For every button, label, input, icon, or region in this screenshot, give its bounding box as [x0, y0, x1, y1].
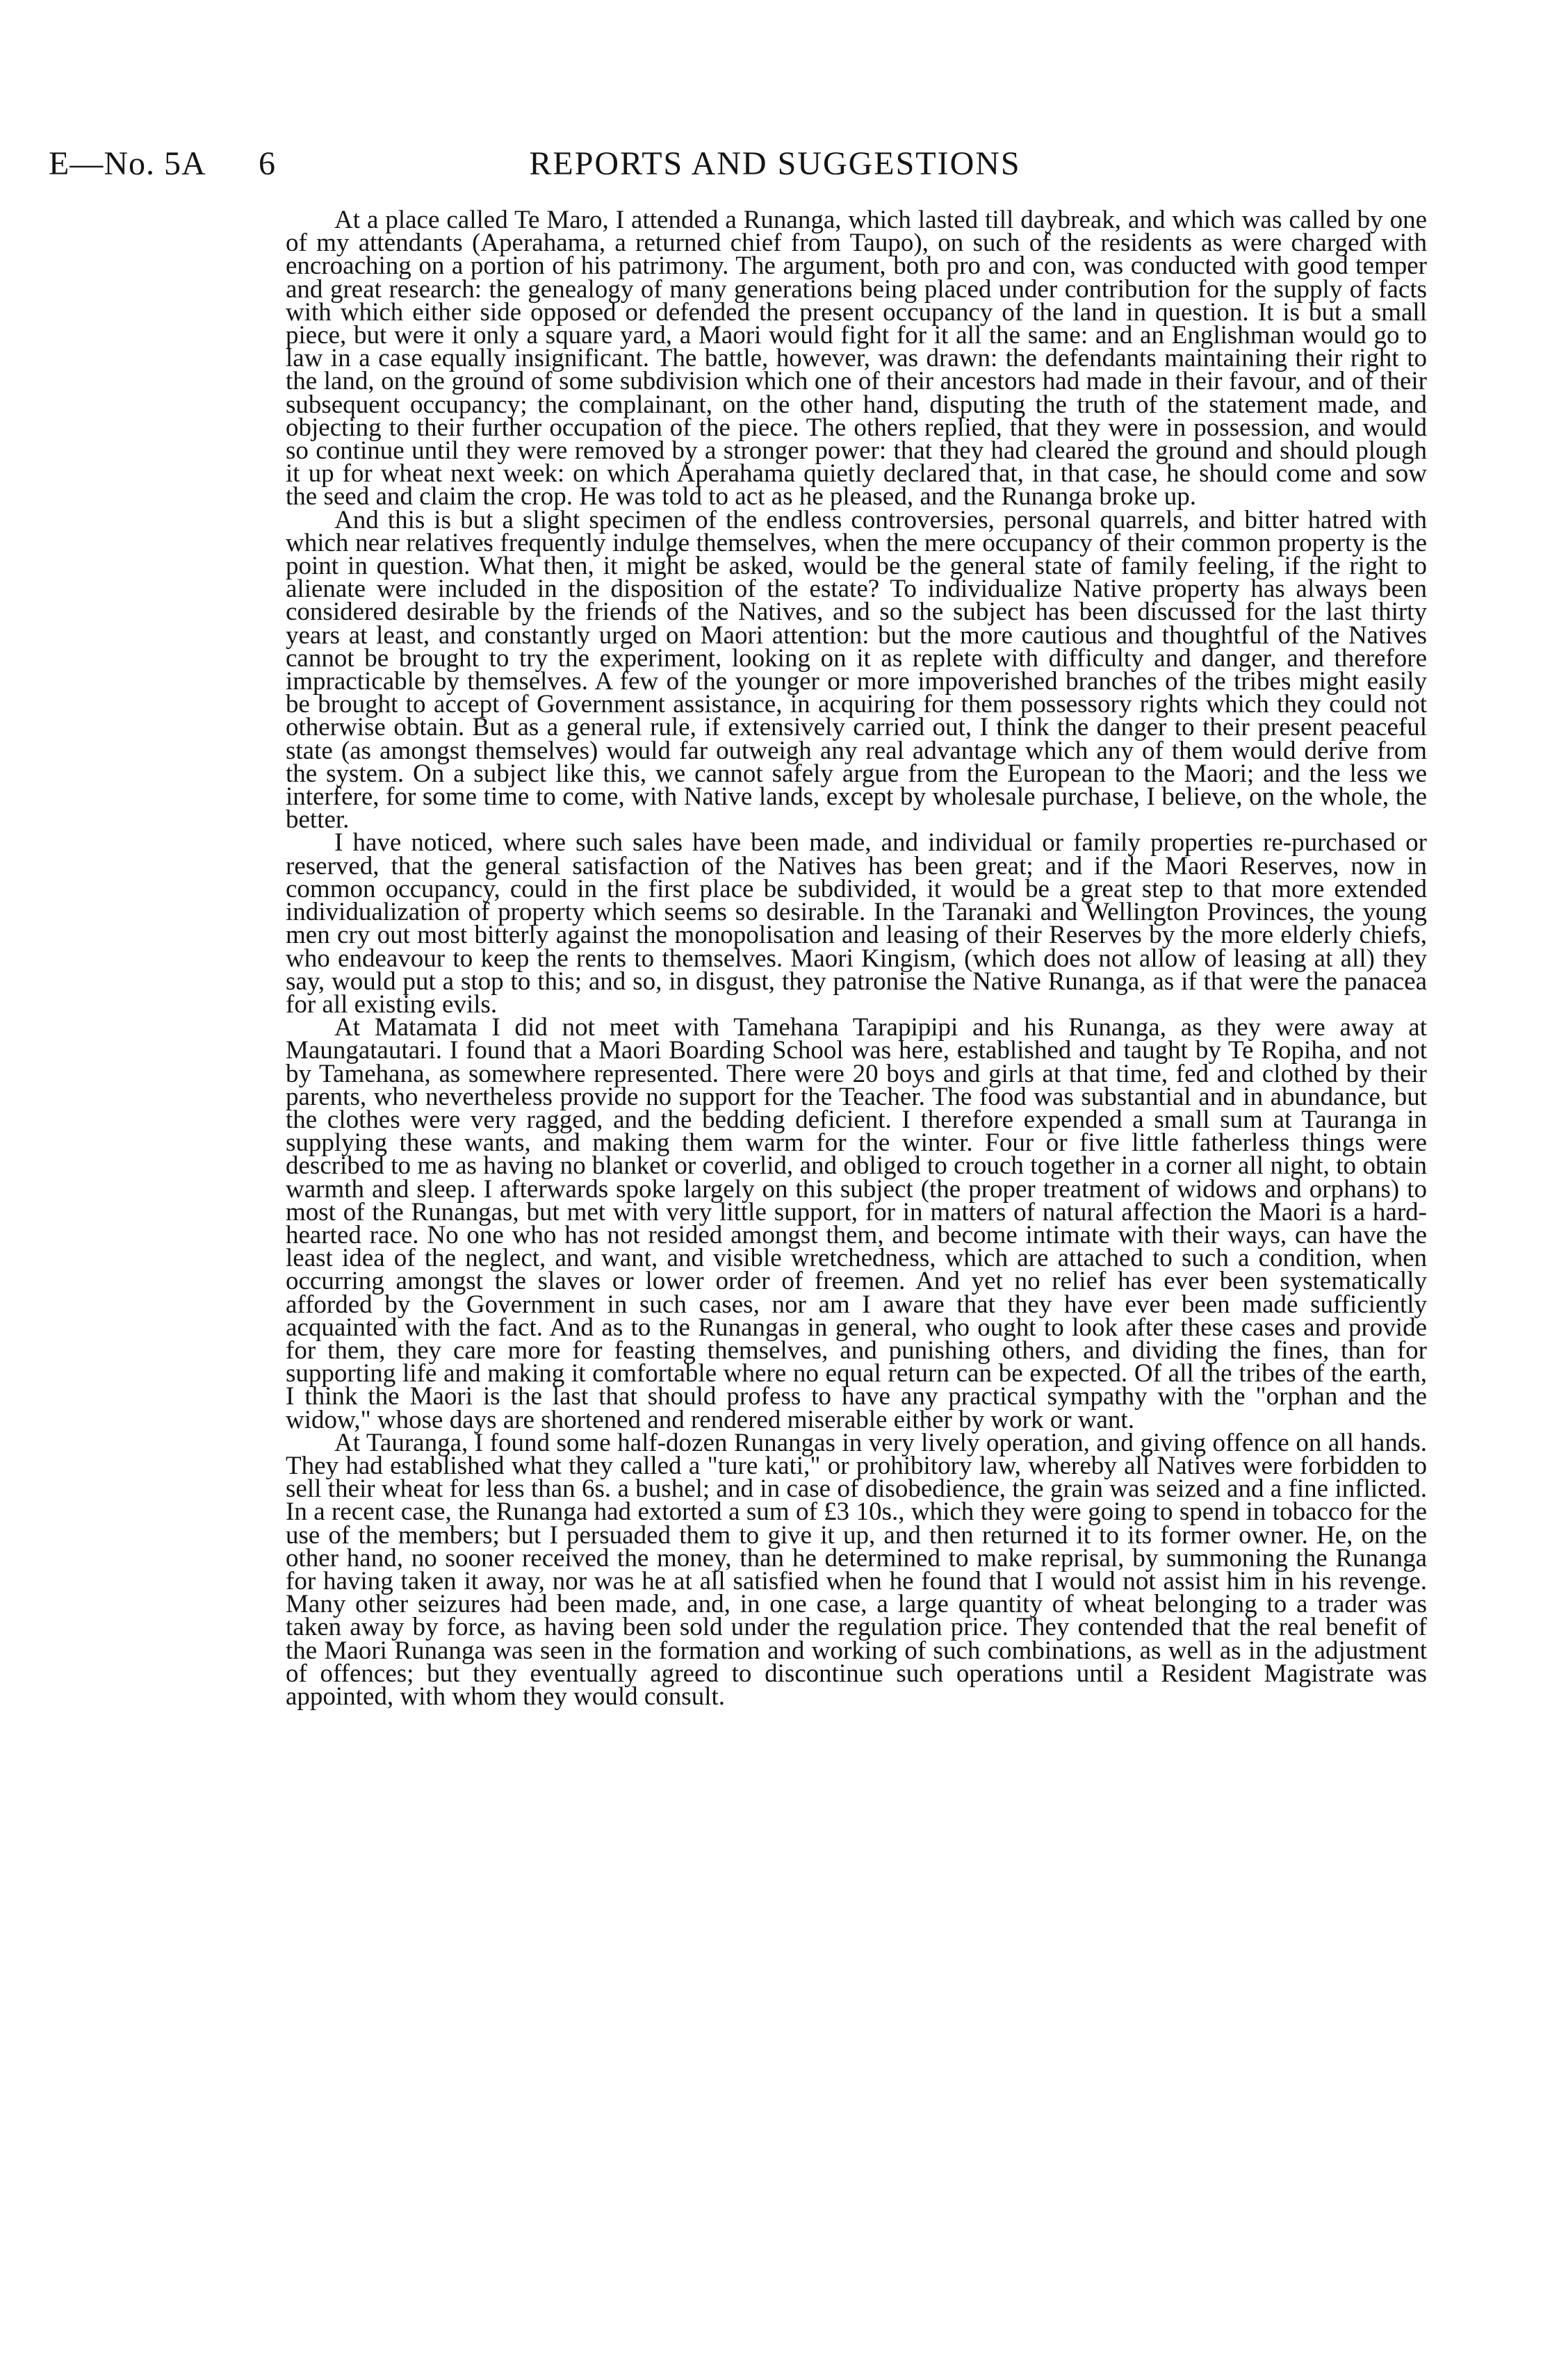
document-reference: E—No. 5A — [49, 145, 206, 182]
page-number: 6 — [259, 145, 275, 182]
page-header — [49, 143, 1474, 185]
paragraph-te-maro: At a place called Te Maro, I attended a Runanga, which lasted till daybreak, and which was called by one of my attendants (Aperahama, a returned chief from Taupo), on such of the residents as were charged with encroaching on a portion of his patrimony. The argument, both pro and con, was conducted with good temper and great research: the genealogy of many generations being placed under contribution for the supply of facts with which either side opposed or defended the present occupancy of the land in question. It is but a small piece, but were it only a square yard, a Maori would fight for it all the same: and an Englishman would go to law in a case equally insignificant. The battle, however, was drawn: the defendants maintaining their right to the land, on the ground of some subdivision which one of their ancestors had made in their favour, and of their subsequent occupancy; the complainant, on the other hand, disputing the truth of the statement made, and objecting to their further occupation of the piece. The others replied, that they were in possession, and would so continue until they were removed by a stronger power: that they had cleared the ground and should plough it up for wheat next week: on which Aperahama quietly declared that, in that case, he should come and sow the seed and claim the crop. He was told to act as he pleased, and the Runanga broke up. — [286, 206, 1427, 511]
paragraph-tauranga: At Tauranga, I found some half-dozen Runangas in very lively operation, and giving offence on all hands. They had established what they called a "ture kati," or prohibitory law, whereby all Natives were forbidden to sell their wheat for less than 6s. a bushel; and in case of disobedience, the grain was seized and a fine inflicted. In a recent case, the Runanga had extorted a sum of £3 10s., which they were going to spend in tobacco for the use of the members; but I persuaded them to give it up, and then returned it to its former owner. He, on the other hand, no sooner received the money, than he determined to make reprisal, by summoning the Runanga for having taken it away, nor was he at all satisfied when he found that I would not assist him in his revenge. Many other seizures had been made, and, in one case, a large quantity of wheat belonging to a trader was taken away by force, as having been sold under the regulation price. They contended that the real benefit of the Maori Runanga was seen in the formation and working of such combinations, as well as in the adjustment of offences; but they eventually agreed to discontinue such operations until a Resident Magistrate was appointed, with whom they would consult. — [286, 1428, 1427, 1711]
body-text — [286, 206, 1427, 1711]
paragraph-reserves: I have noticed, where such sales have been made, and individual or family properties re-purchased or reserved, that the general satisfaction of the Natives has been great; and if the Maori Reserves, now in common occupancy, could in the first place be subdivided, it would be a great step to that more extended individualization of property which seems so desirable. In the Taranaki and Wellington Provinces, the young men cry out most bitterly against the monopolisation and leasing of their Reserves by the more elderly chiefs, who endeavour to keep the rents to themselves. Maori Kingism, (which does not allow of leasing at all) they say, would put a stop to this; and so, in disgust, they patronise the Native Runanga, as if that were the panacea for all existing evils. — [286, 828, 1427, 1019]
paragraph-matamata: At Matamata I did not meet with Tamehana Tarapipipi and his Runanga, as they were away at Maungatautari. I found that a Maori Boarding School was here, established and taught by Te Ropiha, and not by Tamehana, as somewhere represented. There were 20 boys and girls at that time, fed and clothed by their parents, who nevertheless provide no support for the Teacher. The food was substantial and in abundance, but the clothes were very ragged, and the bedding deficient. I therefore expended a small sum at Tauranga in supplying these wants, and making them warm for the winter. Four or five little fatherless things were described to me as having no blanket or coverlid, and obliged to crouch together in a corner all night, to obtain warmth and sleep. I afterwards spoke largely on this subject (the proper treatment of widows and orphans) to most of the Runangas, but met with very little support, for in matters of natural affection the Maori is a hard-hearted race. No one who has not resided amongst them, and become intimate with their ways, can have the least idea of the neglect, and want, and visible wretchedness, which are attached to such a condition, when occurring amongst the slaves or lower order of freemen. And yet no relief has ever been systematically afforded by the Government in such cases, nor am I aware that they have ever been made sufficiently acquainted with the fact. And as to the Runangas in general, who ought to look after these cases and provide for them, they care more for feasting themselves, and punishing others, and dividing the fines, than for supporting life and making it comfortable where no equal return can be expected. Of all the tribes of the earth, I think the Maori is the last that should profess to have any practical sympathy with the "orphan and the widow," whose days are shortened and rendered miserable either by work or want. — [286, 1013, 1427, 1434]
running-title: REPORTS AND SUGGESTIONS — [529, 145, 1021, 182]
paragraph-controversies: And this is but a slight specimen of the endless controversies, personal quarrels, and bitter hatred with which near relatives frequently indulge themselves, when the mere occupancy of their common property is the point in question. What then, it might be asked, would be the general state of family feeling, if the right to alienate were included in the disposition of the estate? To individualize Native property has always been considered desirable by the friends of the Natives, and so the subject has been discussed for the last thirty years at least, and constantly urged on Maori attention: but the more cautious and thoughtful of the Natives cannot be brought to try the experiment, looking on it as replete with difficulty and danger, and therefore impracticable by themselves. A few of the younger or more impoverished branches of the tribes might easily be brought to accept of Government assistance, in acquiring for them possessory rights which they could not otherwise obtain. But as a general rule, if extensively carried out, I think the danger to their present peaceful state (as amongst themselves) would far outweigh any real advantage which any of them would derive from the system. On a subject like this, we cannot safely argue from the European to the Maori; and the less we interfere, for some time to come, with Native lands, except by wholesale purchase, I believe, on the whole, the better. — [286, 505, 1427, 835]
